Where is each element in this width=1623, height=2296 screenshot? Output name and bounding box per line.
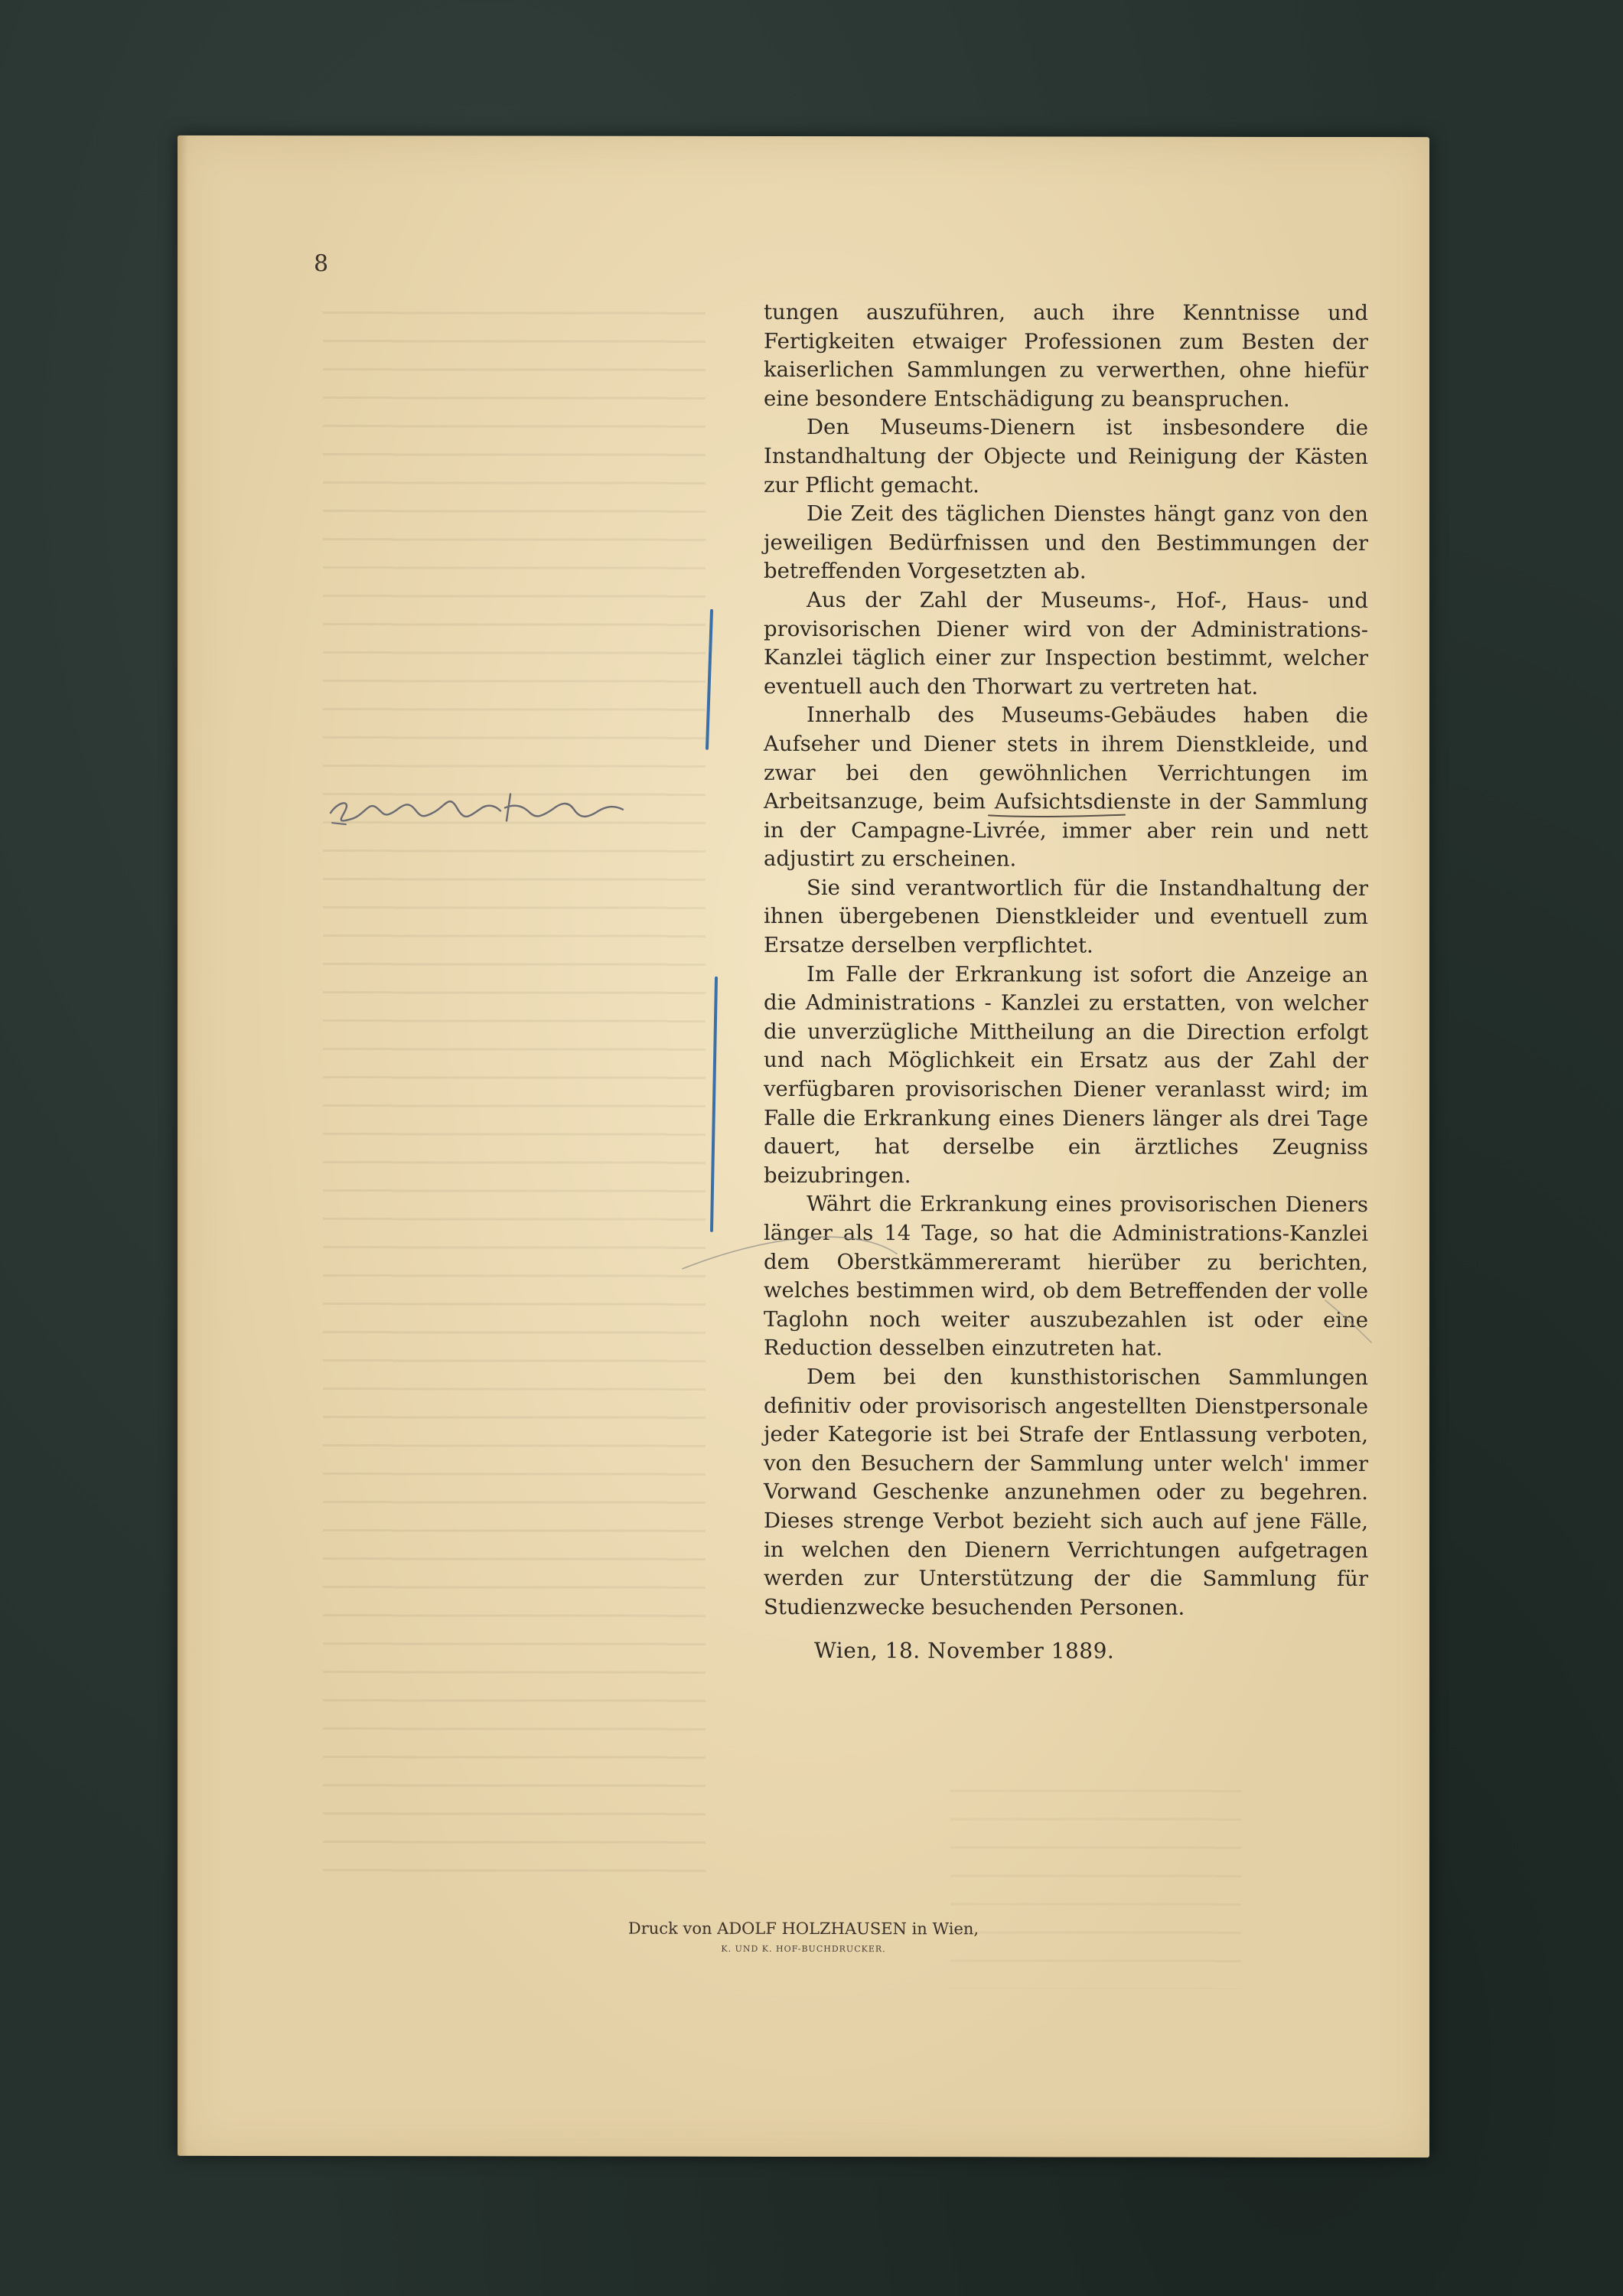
- paragraph-8: Währt die Erkrankung eines provisorischen Dieners länger als 14 Tage, so hat die Administrations-Kanzlei dem Oberstkämmereramt hierüber zu berichten, welches bestimmen wird, ob dem Betreffenden der volle Taglohn noch weiter auszubezahlen ist oder eine Reduction desselben einzutreten hat.: [764, 1192, 1368, 1362]
- paragraph-3: Die Zeit des täglichen Dienstes hängt ganz von den jeweiligen Bedürfnissen und den Bestimmungen der betreffenden Vorgesetzten ab.: [764, 501, 1368, 584]
- document-page: [178, 135, 1429, 2157]
- paragraph-2: Den Museums-Dienern ist insbesondere die Instandhaltung der Objecte und Reinigung der Kästen zur Pflicht gemacht.: [764, 415, 1368, 497]
- printer-imprint-subline: K. UND K. HOF-BUCHDRUCKER.: [721, 1943, 886, 1955]
- paragraph-1: tungen auszuführen, auch ihre Kenntnisse und Fertigkeiten etwaiger Professionen zum Besten der kaiserlichen Sammlungen zu verwerthen, ohne hiefür eine besondere Entschädigung zu beanspruchen.: [764, 299, 1368, 412]
- page-number: 8: [314, 250, 329, 278]
- blue-pencil-mark-lower: [712, 978, 716, 1231]
- paragraph-9: Dem bei den kunsthistorischen Sammlungen definitiv oder provisorisch angestellten Dienstpersonale jeder Kategorie ist bei Strafe der Entlassung verboten, von den Besuchern der Sammlung unter welch' immer Vorwand Geschenke anzunehmen oder zu begehren. Dieses strenge Verbot bezieht sich auch auf jene Fälle, in welchen den Dienern Verrichtungen aufgetragen werden zur Unterstützung der die Sammlung für Studienzwecke besuchenden Personen.: [764, 1364, 1368, 1620]
- show-through-text-left: [323, 311, 706, 1881]
- paragraph-5: Innerhalb des Museums-Gebäudes haben die Aufseher und Diener stets in ihrem Dienstkleide, und zwar bei den gewöhnlichen Verrichtungen im Arbeitsanzuge, beim Aufsichtsdienste in der Sammlung in der Campagne-Livrée, immer aber rein und nett adjustirt zu erscheinen.: [764, 703, 1368, 872]
- printer-imprint: Druck von ADOLF HOLZHAUSEN in Wien,: [627, 1919, 979, 1939]
- paragraph-7: Im Falle der Erkrankung ist sofort die Anzeige an die Administrations - Kanzlei zu erstatten, von welcher die unverzügliche Mittheilung an die Direction erfolgt und nach Möglichkeit ein Ersatz aus der Zahl der verfügbaren provisorischen Diener veranlasst wird; im Falle die Erkrankung eines Dieners länger als drei Tage dauert, hat derselbe ein ärztliches Zeugniss beizubringen.: [764, 961, 1368, 1189]
- show-through-text-bottom: [950, 1789, 1241, 1989]
- paragraph-6: Sie sind verantwortlich für die Instandhaltung der ihnen übergebenen Dienstkleider und eventuell zum Ersatze derselben verpflichtet.: [764, 875, 1368, 958]
- paragraph-4: Aus der Zahl der Museums-, Hof-, Haus- und provisorischen Diener wird von der Administrations-Kanzlei täglich einer zur Inspection bestimmt, welcher eventuell auch den Thorwart zu vertreten hat.: [764, 587, 1368, 700]
- handwritten-annotation: [323, 771, 629, 833]
- page-edge-shadow: [178, 135, 188, 2156]
- body-text: [764, 298, 1368, 1623]
- blue-pencil-mark-upper: [707, 611, 712, 748]
- date-line: Wien, 18. November 1889.: [814, 1638, 1115, 1664]
